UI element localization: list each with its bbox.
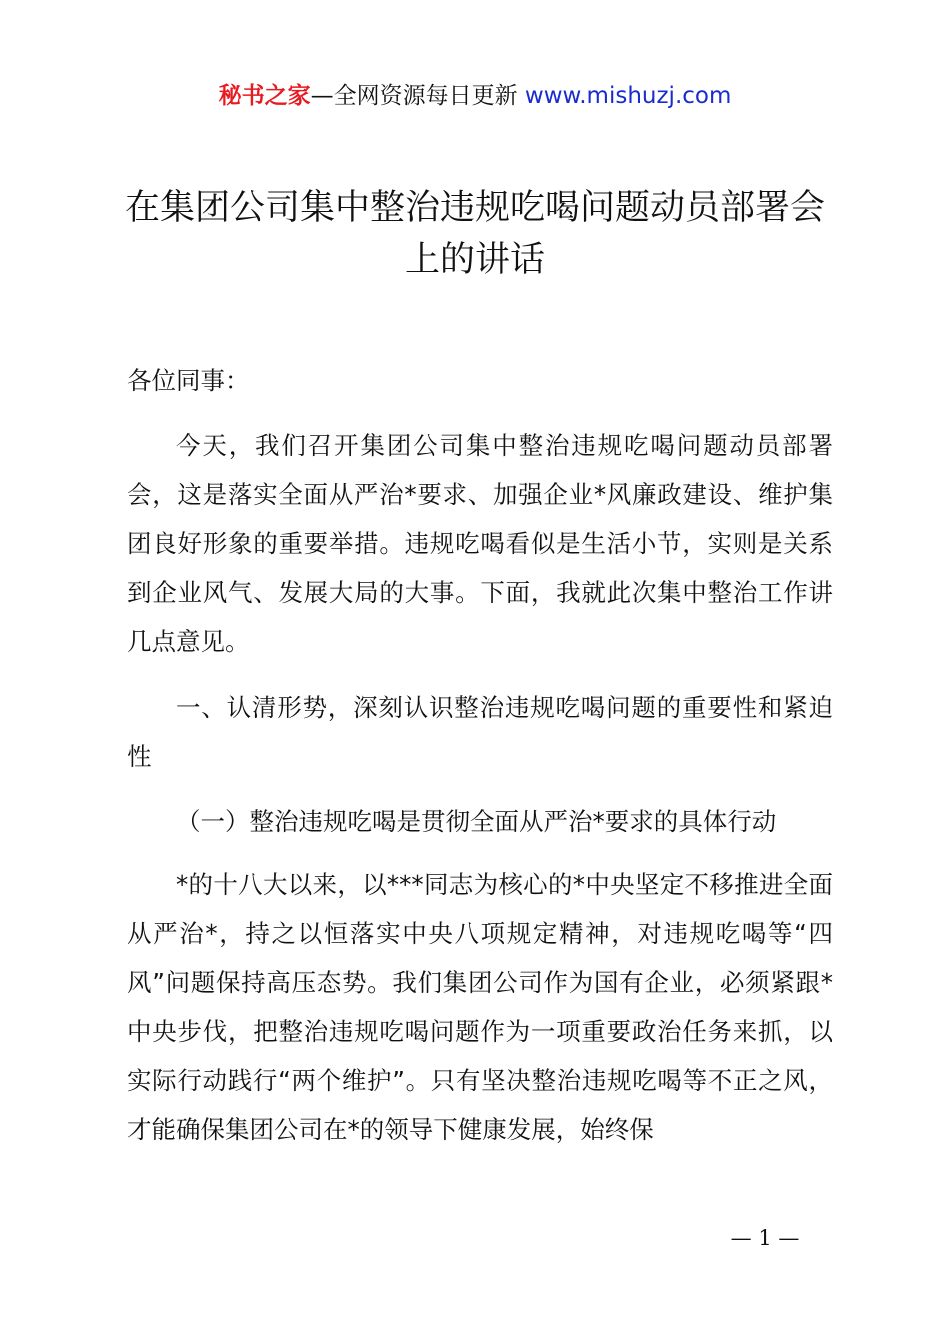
brand-name: 秘书之家 [218,83,311,109]
section-heading-1: 一、认清形势，深刻认识整治违规吃喝问题的重要性和紧迫性 [127,693,833,771]
salutation: 各位同事： [127,366,250,395]
document-title: 在集团公司集中整治违规吃喝问题动员部署会上的讲话 [124,188,825,280]
site-url-link[interactable]: www.mishuzj.com [524,83,732,109]
site-header [0,80,950,112]
page-number: — 1 — [730,1226,800,1250]
subsection-heading-1-1: （一）整治违规吃喝是贯彻全面从严治*要求的具体行动 [176,807,777,836]
intro-paragraph: 今天，我们召开集团公司集中整治违规吃喝问题动员部署会，这是落实全面从严治*要求、加强企业*风廉政建设、维护集团良好形象的重要举措。违规吃喝看似是生活小节，实则是关系到企业风气、发展大局的大事。下面，我就此次集中整治工作讲几点意见。 [127,431,833,656]
header-tagline: —全网资源每日更新 [310,83,518,109]
body-paragraph-1-1: *的十八大以来，以***同志为核心的*中央坚定不移推进全面从严治*，持之以恒落实中央八项规定精神，对违规吃喝等“四风”问题保持高压态势。我们集团公司作为国有企业，必须紧跟*中央步伐，把整治违规吃喝问题作为一项重要政治任务来抓，以实际行动践行“两个维护”。只有坚决整治违规吃喝等不正之风，才能确保集团公司在*的领导下健康发展，始终保 [127,870,833,1144]
